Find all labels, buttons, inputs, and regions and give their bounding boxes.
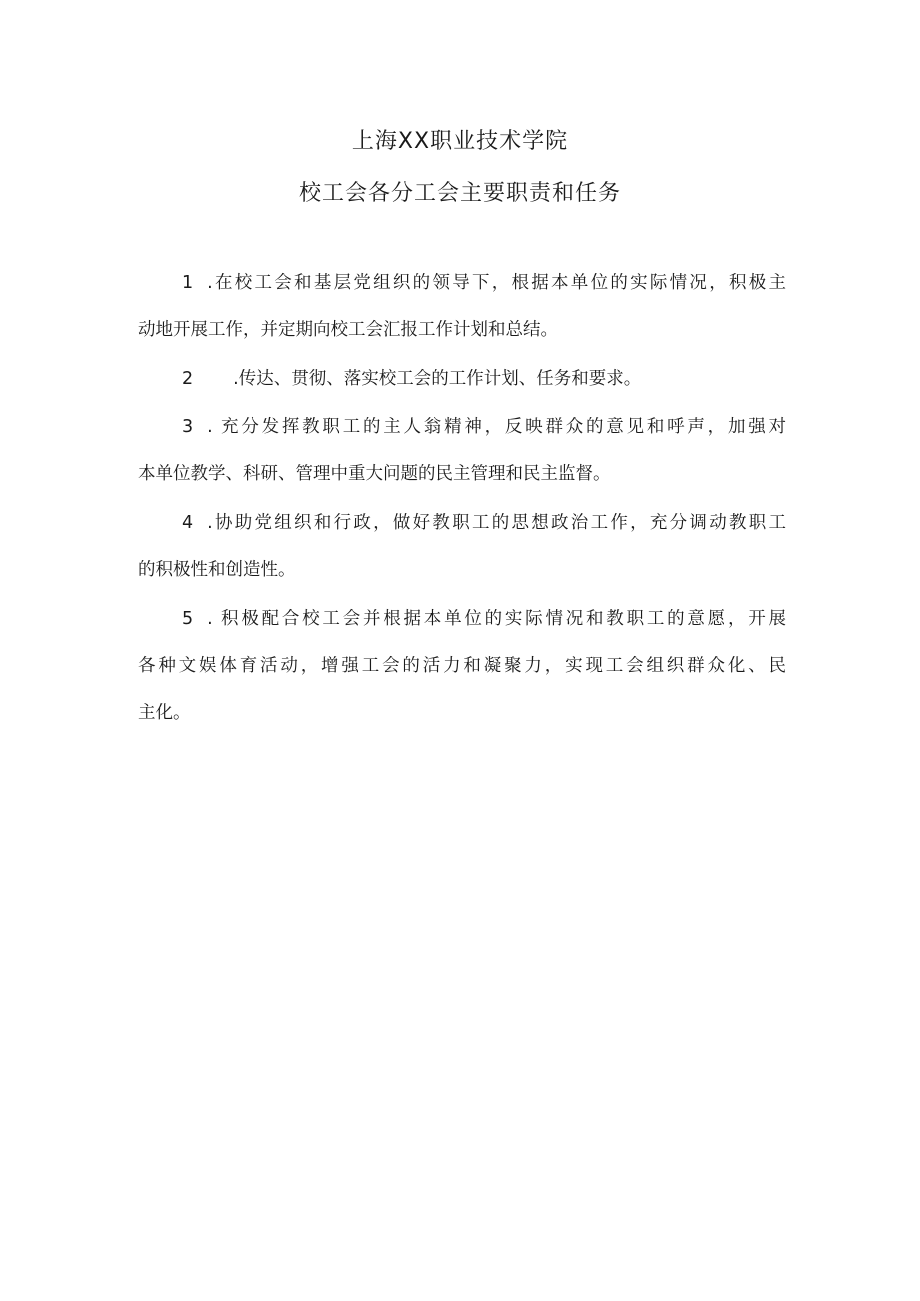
duty-item-text: .在校工会和基层党组织的领导下，根据本单位的实际情况，积极主 (207, 273, 786, 293)
duty-item-text: .协助党组织和行政，做好教职工的思想政治工作，充分调动教职工 (207, 513, 786, 533)
duty-item-number: 2 (182, 369, 194, 389)
document-title-institution: 上海XX职业技术学院 (351, 129, 569, 154)
duty-item-3-line-2: 本单位教学、科研、管理中重大问题的民主管理和民主监督。 (138, 464, 611, 484)
duty-item-1-line-1 (138, 260, 786, 307)
duty-item-5-line-1 (138, 596, 786, 643)
duty-item-number: 1 (182, 273, 194, 293)
duty-item-4-line-1 (138, 500, 786, 547)
duty-item-5 (138, 596, 786, 737)
duty-item-text: . 积极配合校工会并根据本单位的实际情况和教职工的意愿，开展 (207, 609, 786, 629)
duty-item-number: 5 (182, 609, 194, 629)
duty-item-4-line-2: 的积极性和创造性。 (138, 560, 296, 580)
document-title-subject: 校工会各分工会主要职责和任务 (298, 181, 621, 206)
duty-item-5-line-2: 各种文娱体育活动，增强工会的活力和凝聚力，实现工会组织群众化、民 (138, 656, 786, 676)
duty-item-3-line-1 (138, 404, 786, 451)
duty-item-4 (138, 500, 786, 594)
duty-item-1 (138, 260, 786, 354)
duty-item-5-line-3: 主化。 (138, 703, 191, 723)
duty-item-number: 3 (182, 417, 194, 437)
duty-item-2-line-1 (138, 356, 786, 403)
duty-item-number: 4 (182, 513, 194, 533)
duty-item-text: . 充分发挥教职工的主人翁精神，反映群众的意见和呼声，加强对 (207, 417, 786, 437)
duty-item-2 (138, 356, 786, 403)
duty-item-1-line-2: 动地开展工作，并定期向校工会汇报工作计划和总结。 (138, 320, 558, 340)
duty-item-3 (138, 404, 786, 498)
duty-item-text: .传达、贯彻、落实校工会的工作计划、任务和要求。 (233, 369, 642, 389)
